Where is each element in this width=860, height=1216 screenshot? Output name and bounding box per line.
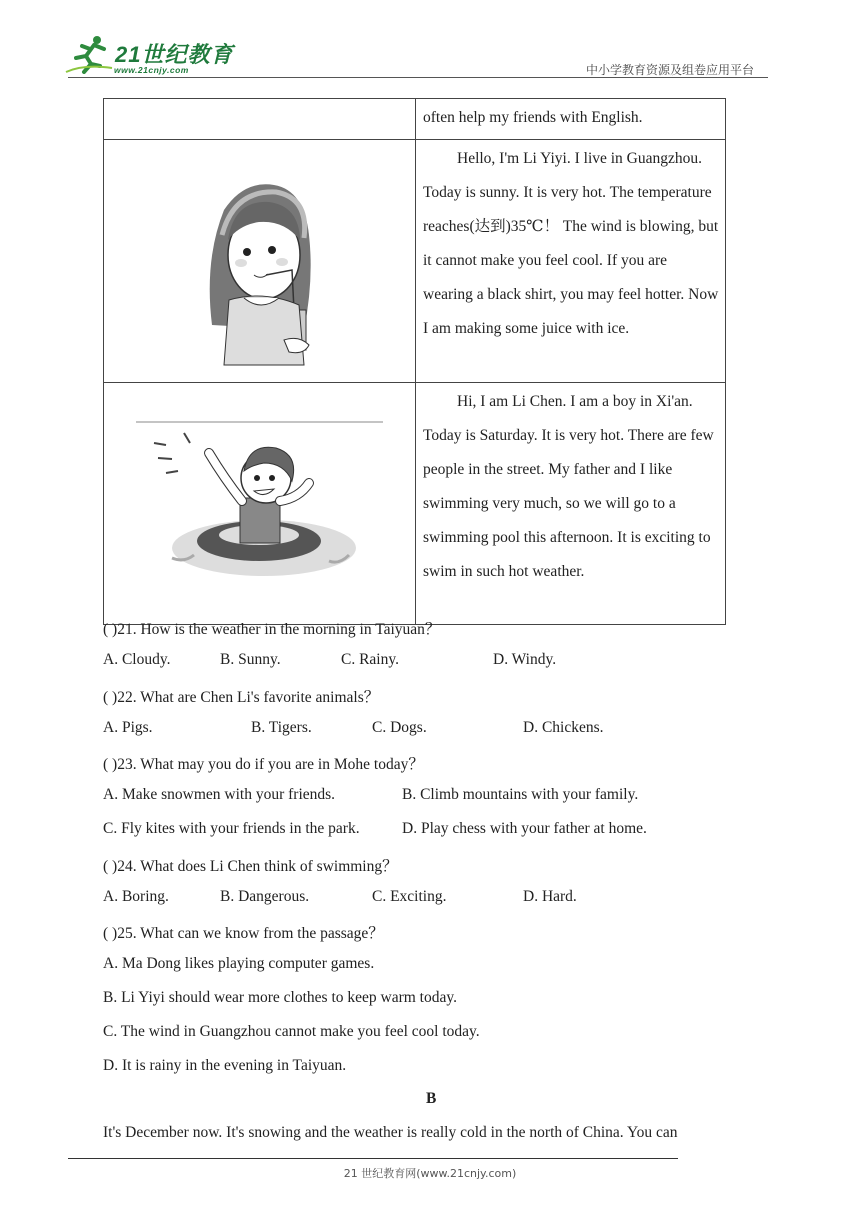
section-heading: B (426, 1090, 437, 1107)
logo-text: 21世纪教育 (115, 42, 234, 67)
question-21-stem: ( )21. How is the weather in the morning in Taiyuan？ (103, 621, 441, 638)
table-row (104, 140, 726, 383)
site-logo (64, 34, 234, 78)
page-header (0, 0, 860, 80)
boy-swimming-illustration (104, 383, 415, 619)
section-b-paragraph: It's December now. It's snowing and the weather is really cold in the north of China. You can (103, 1124, 678, 1141)
question-23-stem: ( )23. What may you do if you are in Mohe today？ (103, 756, 424, 773)
image-cell-girl (104, 140, 416, 383)
girl-drinking-juice-illustration (104, 140, 415, 377)
text-cell: Hi, I am Li Chen. I am a boy in Xi'an. Today is Saturday. It is very hot. There are few people in the street. My father and I like swimming very much, so we will go to a swimming pool this afternoon. It is exciting to swim in such hot weather. (416, 383, 726, 625)
question-23-option-d: D. Play chess with your father at home. (402, 820, 647, 837)
question-21-option-b: B. Sunny. (220, 651, 281, 668)
question-24-option-b: B. Dangerous. (220, 888, 310, 905)
text-cell: Hello, I'm Li Yiyi. I live in Guangzhou. Today is sunny. It is very hot. The temperature reaches(达到)35℃！ The wind is blowing, but it cannot make you feel cool. If you are wearing a black shirt, you may feel hotter. Now I am making some juice with ice. (416, 140, 726, 383)
question-25-option-d: D. It is rainy in the evening in Taiyuan. (103, 1057, 347, 1074)
question-25-option-a: A. Ma Dong likes playing computer games. (103, 955, 375, 972)
logo-url: www.21cnjy.com (114, 65, 189, 75)
question-22-option-a: A. Pigs. (103, 719, 153, 736)
question-23-option-a: A. Make snowmen with your friends. (103, 786, 336, 803)
table-row (104, 383, 726, 625)
question-21-option-c: C. Rainy. (341, 651, 399, 668)
question-25-stem: ( )25. What can we know from the passage？ (103, 925, 384, 942)
question-24-option-c: C. Exciting. (372, 888, 447, 905)
header-divider (68, 77, 768, 78)
question-21-option-d: D. Windy. (493, 651, 557, 668)
question-24-option-a: A. Boring. (103, 888, 169, 905)
footer-divider (68, 1158, 678, 1159)
question-23-option-b: B. Climb mountains with your family. (402, 786, 639, 803)
question-22-option-c: C. Dogs. (372, 719, 427, 736)
platform-title: 中小学教育资源及组卷应用平台 (585, 63, 754, 77)
runner-icon (64, 34, 114, 74)
image-cell-boy (104, 383, 416, 625)
text-cell: often help my friends with English. (416, 99, 726, 140)
image-cell-empty (104, 99, 416, 140)
passage-table (103, 98, 726, 625)
table-row (104, 99, 726, 140)
question-24-option-d: D. Hard. (523, 888, 577, 905)
question-25-option-c: C. The wind in Guangzhou cannot make you feel cool today. (103, 1023, 480, 1040)
question-22-option-d: D. Chickens. (523, 719, 604, 736)
footer-text: 21 世纪教育网(www.21cnjy.com) (343, 1167, 517, 1180)
question-21-option-a: A. Cloudy. (103, 651, 171, 668)
question-22-option-b: B. Tigers. (251, 719, 312, 736)
question-25-option-b: B. Li Yiyi should wear more clothes to keep warm today. (103, 989, 457, 1006)
question-23-option-c: C. Fly kites with your friends in the park. (103, 820, 360, 837)
question-22-stem: ( )22. What are Chen Li's favorite animals？ (103, 689, 380, 706)
question-24-stem: ( )24. What does Li Chen think of swimming？ (103, 858, 398, 875)
